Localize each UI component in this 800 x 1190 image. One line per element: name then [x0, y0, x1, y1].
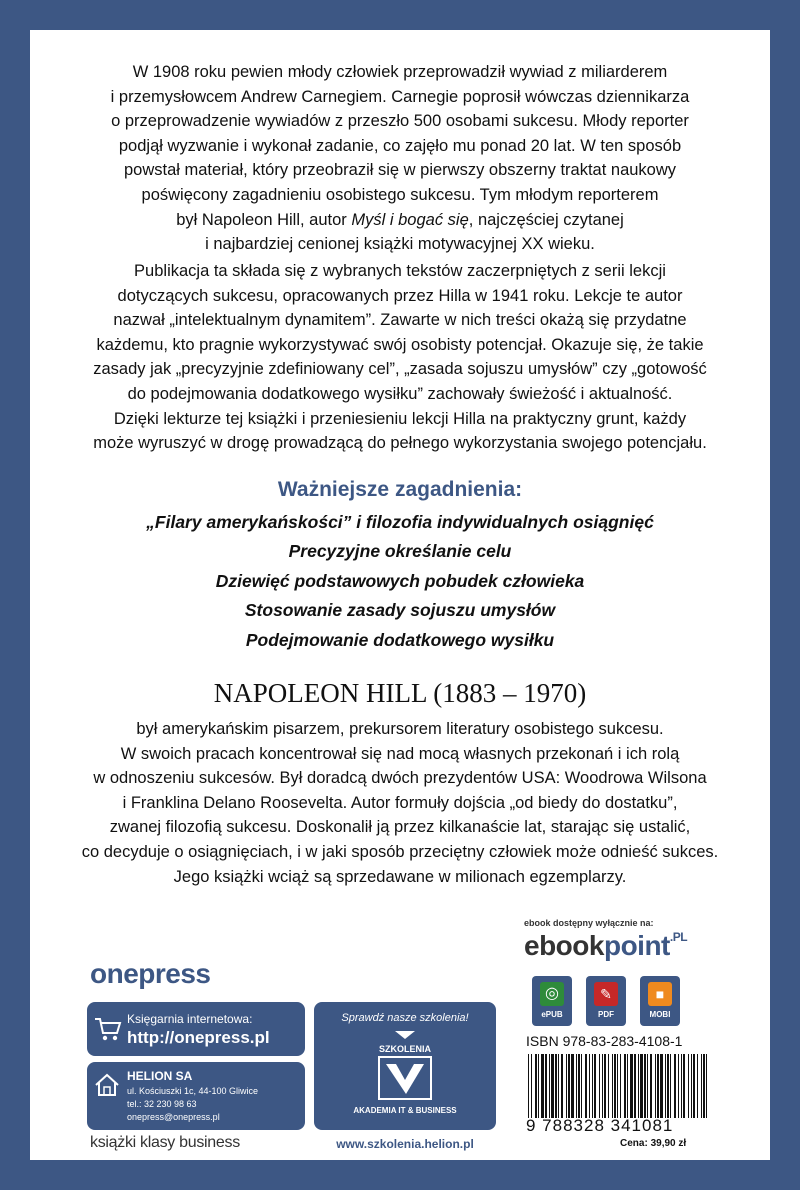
- text-line: o przeprowadzenie wywiadów z przeszło 500 osobami sukcesu. Młody reporter: [111, 112, 689, 131]
- company-phone: tel.: 32 230 98 63: [127, 1099, 197, 1109]
- text-line: zasady jak „precyzyjnie zdefiniowany cel”, „zasada sojuszu umysłów” czy „gotowość: [93, 360, 707, 379]
- training-url[interactable]: www.szkolenia.helion.pl: [336, 1137, 474, 1151]
- barcode-bar: [665, 1054, 666, 1118]
- text-line: co decyduje o osiągnięciach, i w jaki sposób przeciętny człowiek może odnieść sukces.: [81, 842, 719, 861]
- topic-item: Stosowanie zasady sojuszu umysłów: [244, 600, 556, 620]
- ebookpoint-logo[interactable]: [524, 930, 687, 962]
- text-line: każdemu, kto pragnie wykorzystywać swój osobisty potencjał. Okazuje się, że takie: [96, 335, 704, 354]
- text-line: i przemysłowcem Andrew Carnegiem. Carnegie poprosił wówczas dziennikarza: [110, 87, 690, 106]
- barcode-bar: [617, 1054, 618, 1118]
- training-brand: SZKOLENIA: [378, 1044, 431, 1054]
- barcode-bar: [571, 1054, 574, 1118]
- barcode-bar: [599, 1054, 600, 1118]
- text-line: podjął wyzwanie i wykonał zadanie, co zajęło mu ponad 20 lat. W ten sposób: [118, 136, 682, 155]
- text-line: Dzięki lekturze tej książki i przeniesieniu lekcji Hilla na praktyczny grunt, każdy: [113, 409, 687, 428]
- barcode-bar: [602, 1054, 603, 1118]
- barcode-bar: [581, 1054, 582, 1118]
- barcode-bar: [660, 1054, 663, 1118]
- barcode-bar: [683, 1054, 685, 1118]
- barcode-bar: [657, 1054, 659, 1118]
- barcode-bar: [638, 1054, 639, 1118]
- text-line: do podejmowania dodatkowego wysiłku” zachowały świeżość i aktualność.: [127, 384, 673, 403]
- text-line: powstał materiał, który przeobraził się w pierwszy obszerny traktat naukowy: [123, 161, 677, 180]
- barcode-bar: [551, 1054, 554, 1118]
- barcode-bar: [655, 1054, 656, 1118]
- text-line: [70, 208, 730, 233]
- barcode-bar: [545, 1054, 547, 1118]
- price-value: 39,90 zł: [650, 1138, 687, 1149]
- format-label: PDF: [598, 1010, 614, 1019]
- author-heading: NAPOLEON HILL (1883 – 1970): [213, 678, 587, 708]
- topic-item: Precyzyjne określanie celu: [288, 541, 512, 561]
- text-line: zwanej filozofią sukcesu. Doskonalił ją przez kilkanaście lat, starając się ustalić,: [109, 818, 691, 837]
- description-paragraph-2: [70, 259, 730, 456]
- barcode-bar: [578, 1054, 580, 1118]
- text-line: W swoich pracach koncentrował się nad mocą własnych przekonań i ich rolą: [120, 744, 680, 763]
- barcode-bar: [674, 1054, 676, 1118]
- barcode-bar: [576, 1054, 577, 1118]
- company-address: ul. Kościuszki 1c, 44-100 Gliwice: [127, 1086, 259, 1096]
- isbn: ISBN 978-83-283-4108-1: [526, 1033, 683, 1049]
- barcode-bar: [566, 1054, 567, 1118]
- barcode-bar: [561, 1054, 563, 1118]
- text-line: i Franklina Delano Roosevelta. Autor formuły dojścia „od biedy do dostatku”,: [122, 793, 678, 812]
- ebook-note: ebook dostępny wyłącznie na:: [524, 918, 654, 928]
- barcode-bar: [670, 1054, 671, 1118]
- price: [620, 1138, 686, 1149]
- barcode: [526, 1054, 712, 1118]
- epub-badge[interactable]: [532, 976, 572, 1026]
- bookstore-label: Księgarnia internetowa:: [127, 1012, 253, 1026]
- mobi-badge[interactable]: [640, 976, 680, 1026]
- barcode-bar: [585, 1054, 587, 1118]
- text-line: W 1908 roku pewien młody człowiek przeprowadził wywiad z miliarderem: [132, 63, 668, 81]
- barcode-bar: [706, 1054, 707, 1118]
- barcode-bar: [555, 1054, 557, 1118]
- training-logo-icon: [378, 1056, 432, 1100]
- barcode-bar: [604, 1054, 606, 1118]
- barcode-bar: [608, 1054, 609, 1118]
- text-fragment: był Napoleon Hill, autor: [176, 210, 352, 229]
- topic-item: Dziewięć podstawowych pobudek człowieka: [215, 571, 585, 591]
- logo-text: onepress: [90, 958, 211, 989]
- series-logo: książki klasy business: [90, 1134, 240, 1151]
- barcode-bar: [691, 1054, 692, 1118]
- cart-icon: [93, 1014, 123, 1044]
- price-label: Cena:: [620, 1138, 648, 1149]
- barcode-bar: [612, 1054, 613, 1118]
- barcode-bar: [549, 1054, 550, 1118]
- topics-heading: Ważniejsze zagadnienia:: [277, 478, 523, 501]
- barcode-bar: [558, 1054, 559, 1118]
- barcode-bar: [541, 1054, 544, 1118]
- barcode-bar: [594, 1054, 596, 1118]
- barcode-bar: [644, 1054, 646, 1118]
- company-email[interactable]: onepress@onepress.pl: [127, 1112, 220, 1122]
- logo-text: point: [603, 930, 670, 961]
- barcode-bar: [620, 1054, 621, 1118]
- topic-item: Podejmowanie dodatkowego wysiłku: [245, 630, 555, 650]
- topic-item: „Filary amerykańskości” i filozofia indywidualnych osiągnięć: [146, 512, 654, 532]
- barcode-bar: [535, 1054, 537, 1118]
- format-label: ePUB: [541, 1010, 563, 1019]
- text-line: był amerykańskim pisarzem, prekursorem literatury osobistego sukcesu.: [136, 720, 664, 738]
- barcode-bar: [614, 1054, 616, 1118]
- barcode-bar: [640, 1054, 643, 1118]
- barcode-bar: [627, 1054, 628, 1118]
- barcode-bar: [697, 1054, 698, 1118]
- text-line: nazwał „intelektualnym dynamitem”. Zawarte w nich treści okażą się przydatne: [113, 311, 687, 330]
- company-name: HELION SA: [127, 1069, 193, 1083]
- barcode-digits: 9 788328 341081: [526, 1116, 674, 1135]
- logo-text: .PL: [669, 930, 688, 944]
- book-title: Myśl i bogać się: [351, 210, 469, 229]
- barcode-bar: [681, 1054, 682, 1118]
- barcode-bar: [528, 1054, 529, 1118]
- bookstore-box[interactable]: [87, 1002, 305, 1056]
- barcode-bar: [667, 1054, 669, 1118]
- bookstore-url[interactable]: http://onepress.pl: [127, 1028, 270, 1047]
- text-fragment: , najczęściej czytanej: [468, 210, 624, 229]
- text-line: i najbardziej cenionej książki motywacyjnej XX wieku.: [205, 235, 595, 254]
- pdf-badge[interactable]: [586, 976, 626, 1026]
- training-prompt: Sprawdź nasze szkolenia!: [341, 1012, 469, 1024]
- arrow-down-icon: [393, 1029, 417, 1041]
- barcode-bar: [703, 1054, 705, 1118]
- barcode-bar: [701, 1054, 702, 1118]
- barcode-bar: [568, 1054, 570, 1118]
- onepress-logo: [90, 958, 211, 990]
- barcode-bar: [531, 1054, 532, 1118]
- text-line: poświęcony zagadnieniu osobistego sukcesu. Tym młodym reporterem: [141, 185, 659, 204]
- barcode-bar: [650, 1054, 652, 1118]
- description-paragraph-1: [70, 60, 730, 257]
- barcode-bar: [647, 1054, 648, 1118]
- training-subtitle: AKADEMIA IT & BUSINESS: [353, 1106, 457, 1115]
- barcode-bar: [688, 1054, 689, 1118]
- barcode-bar: [634, 1054, 636, 1118]
- barcode-bar: [589, 1054, 590, 1118]
- back-cover: [30, 30, 770, 1160]
- epub-icon: ◎: [540, 982, 564, 1006]
- mobi-icon: ■: [648, 982, 672, 1006]
- barcode-bar: [538, 1054, 539, 1118]
- barcode-bar: [693, 1054, 695, 1118]
- home-icon: [93, 1072, 121, 1098]
- company-box: [87, 1062, 305, 1130]
- text-line: w odnoszeniu sukcesów. Był doradcą dwóch prezydentów USA: Woodrowa Wilsona: [93, 769, 707, 788]
- text-line: Publikacja ta składa się z wybranych tekstów zaczerpniętych z serii lekcji: [134, 262, 666, 280]
- barcode-bar: [678, 1054, 679, 1118]
- pdf-icon: ✎: [594, 982, 618, 1006]
- training-box[interactable]: [314, 1002, 496, 1130]
- barcode-bar: [630, 1054, 633, 1118]
- text-line: może wyruszyć w drogę prowadzącą do pełnego wykorzystania swojego potencjału.: [93, 434, 707, 453]
- author-bio: [70, 717, 730, 889]
- format-label: MOBI: [649, 1010, 671, 1019]
- text-line: dotyczących sukcesu, opracowanych przez Hilla w 1941 roku. Lekcje te autor: [117, 286, 683, 305]
- barcode-bar: [624, 1054, 626, 1118]
- barcode-bar: [592, 1054, 593, 1118]
- text-line: Jego książki wciąż są sprzedawane w milionach egzemplarzy.: [173, 867, 627, 886]
- logo-text: ebook: [524, 930, 604, 961]
